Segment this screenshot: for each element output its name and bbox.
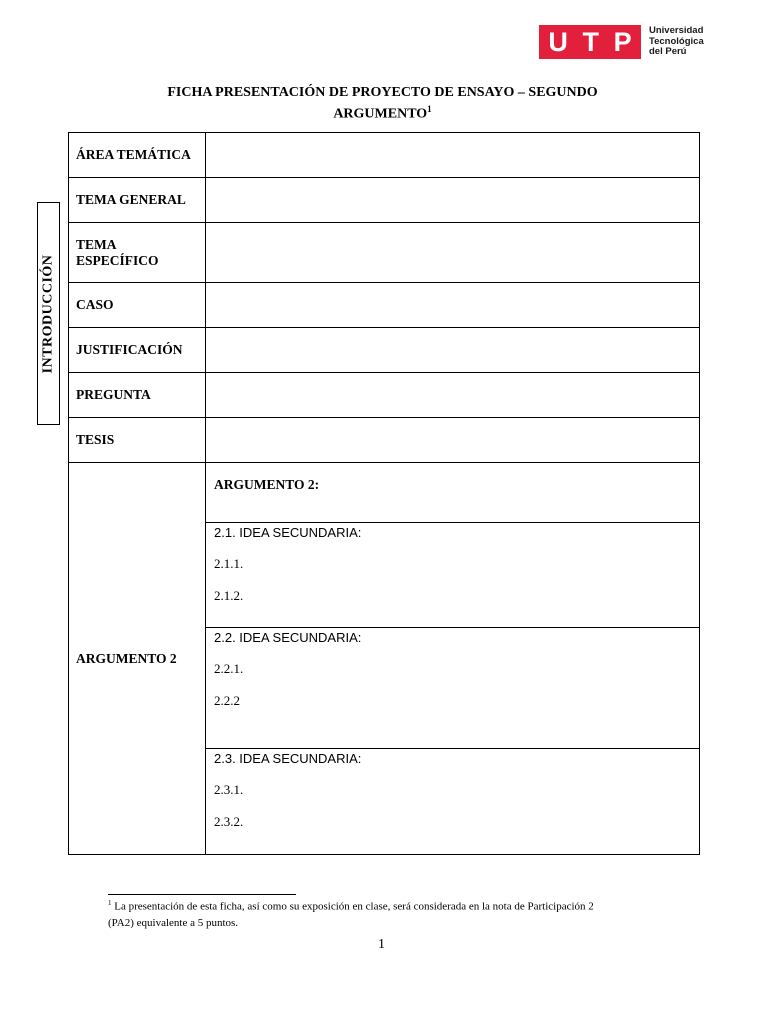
title-line-1: FICHA PRESENTACIÓN DE PROYECTO DE ENSAYO – SEGUNDO <box>167 85 598 100</box>
row-label-caso: CASO <box>69 283 206 328</box>
footnote <box>108 895 603 931</box>
logo-name-line-2: Tecnológica <box>649 35 704 47</box>
utp-logo-mark <box>539 25 641 59</box>
document-title <box>100 84 665 123</box>
idea-1-item-2: 2.1.2. <box>214 588 244 603</box>
form-row <box>69 223 700 283</box>
row-label-justificacion: JUSTIFICACIÓN <box>69 328 206 373</box>
idea-1-item-1: 2.1.1. <box>214 556 244 571</box>
logo-letter-u: U <box>548 27 568 57</box>
argument-content <box>206 463 700 855</box>
form-row <box>69 418 700 463</box>
row-label-tema-especifico: TEMA ESPECÍFICO <box>69 223 206 283</box>
logo-letter-t: T <box>582 27 599 57</box>
idea-3-title: 2.3. IDEA SECUNDARIA: <box>214 751 362 766</box>
page-number: 1 <box>378 937 385 952</box>
introduction-side-label-box <box>37 202 60 425</box>
row-label-tema-general: TEMA GENERAL <box>69 178 206 223</box>
form-row <box>69 283 700 328</box>
field-caso[interactable] <box>206 283 700 328</box>
essay-project-form <box>68 132 700 855</box>
title-footnote-mark: 1 <box>427 104 432 114</box>
field-pregunta[interactable] <box>206 373 700 418</box>
logo-letter-p: P <box>613 27 632 57</box>
idea-secundaria-2[interactable] <box>206 628 699 749</box>
idea-2-item-2: 2.2.2 <box>214 693 240 708</box>
logo-name-line-1: Universidad <box>649 25 704 37</box>
row-label-tesis: TESIS <box>69 418 206 463</box>
row-label-area-tematica: ÁREA TEMÁTICA <box>69 133 206 178</box>
field-tema-general[interactable] <box>206 178 700 223</box>
introduction-side-label: INTRODUCCIÓN <box>40 254 56 373</box>
row-label-pregunta: PREGUNTA <box>69 373 206 418</box>
idea-3-item-2: 2.3.2. <box>214 814 244 829</box>
utp-logo <box>539 25 704 59</box>
argument-subsections <box>206 463 699 853</box>
idea-2-item-1: 2.2.1. <box>214 661 244 676</box>
footnote-text: La presentación de esta ficha, así como su exposición en clase, será considerada en la nota de Participación 2 (PA2) equivalente a 5 puntos. <box>108 900 594 929</box>
argument-row <box>69 463 700 855</box>
idea-1-title: 2.1. IDEA SECUNDARIA: <box>214 525 362 540</box>
row-label-argumento: ARGUMENTO 2 <box>69 463 206 855</box>
field-area-tematica[interactable] <box>206 133 700 178</box>
footnote-mark: 1 <box>108 899 112 907</box>
form-row <box>69 373 700 418</box>
field-justificacion[interactable] <box>206 328 700 373</box>
title-line-2: ARGUMENTO$^1$ <box>333 104 432 122</box>
idea-3-item-1: 2.3.1. <box>214 782 244 797</box>
utp-logo-name <box>649 26 704 58</box>
idea-secundaria-1[interactable] <box>206 523 699 628</box>
argument-heading[interactable]: ARGUMENTO 2: <box>206 463 699 523</box>
form-row <box>69 178 700 223</box>
form-row <box>69 328 700 373</box>
form-row <box>69 133 700 178</box>
idea-secundaria-3[interactable] <box>206 749 699 853</box>
logo-name-line-3: del Perú <box>649 46 687 58</box>
field-tema-especifico[interactable] <box>206 223 700 283</box>
idea-2-title: 2.2. IDEA SECUNDARIA: <box>214 630 362 645</box>
field-tesis[interactable] <box>206 418 700 463</box>
